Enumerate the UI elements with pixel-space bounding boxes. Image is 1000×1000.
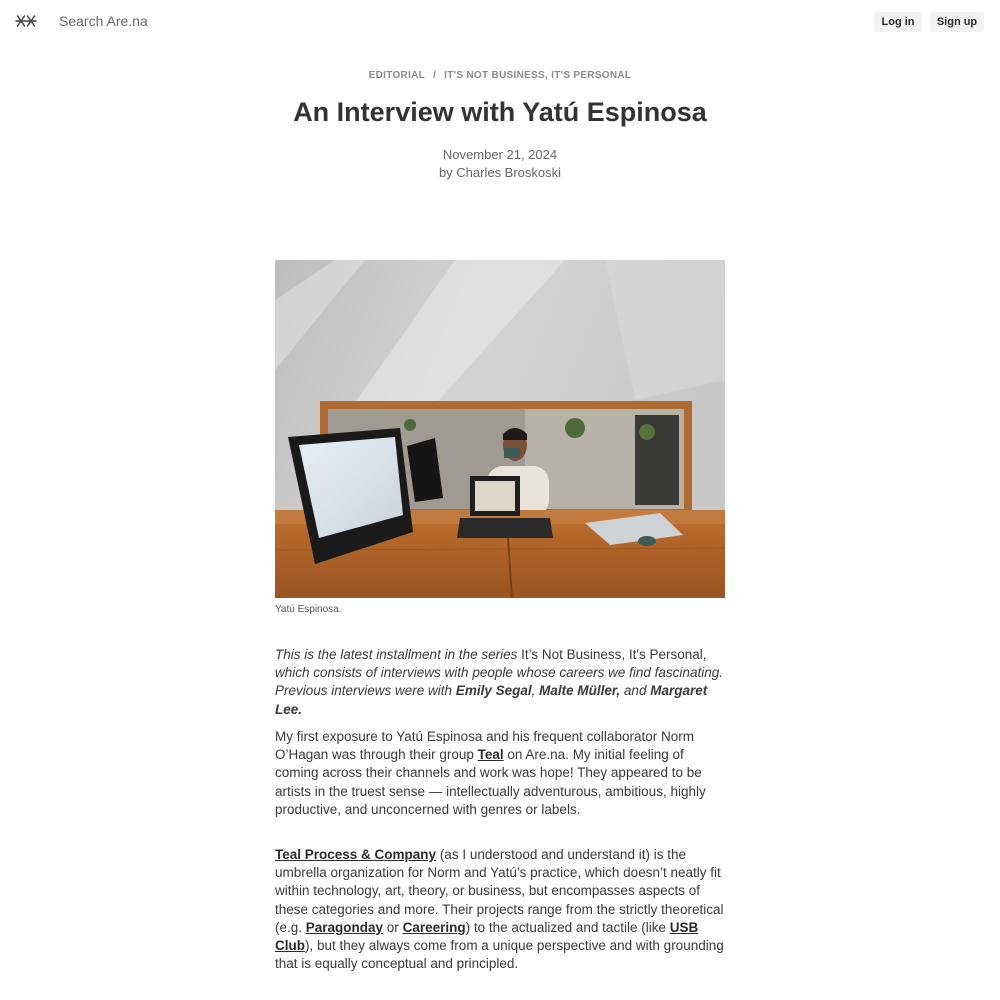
photo-of-desk-mirror [275, 260, 725, 598]
paragraph-text: My first exposure to Yatú Espinosa and his frequent collaborator Norm O’Hagan was through their group [275, 729, 694, 763]
link-usb-club[interactable]: USB Club [275, 919, 699, 954]
link-paragonday[interactable]: Paragonday [305, 919, 384, 935]
breadcrumb-editorial[interactable]: EDITORIAL [368, 70, 426, 81]
article-paragraph [275, 846, 727, 973]
signup-button[interactable]: Sign up [930, 12, 984, 32]
intro-separator: and [620, 683, 651, 699]
article-date: November 21, 2024 [442, 147, 558, 162]
intro-separator: , [531, 683, 540, 699]
article-paragraph [275, 728, 727, 819]
arena-asterisks-icon[interactable] [14, 11, 38, 31]
paragraph-text: ) to the actualized and tactile (like [465, 919, 670, 935]
paragraph-text: on Are.na. My initial feeling of coming across their channels and work was hope! They appeared to be artists in the truest sense — intellectually adventurous, ambitious, highly productive, and unconcerned with genres or labels. [275, 747, 706, 817]
link-teal[interactable]: Teal [477, 747, 504, 763]
link-teal-process-company[interactable]: Teal Process & Company [275, 847, 437, 862]
link-careering[interactable]: Careering [402, 919, 466, 935]
series-name: It’s Not Business, It's Personal, [521, 647, 707, 662]
breadcrumb-series[interactable]: IT'S NOT BUSINESS, IT'S PERSONAL [444, 70, 632, 81]
breadcrumb-separator: / [433, 70, 437, 81]
top-bar [0, 0, 1000, 42]
article-image [275, 260, 725, 598]
article-intro [275, 646, 727, 719]
search-input[interactable]: Search Are.na [59, 13, 148, 29]
article-byline: by Charles Broskoski [438, 165, 562, 180]
paragraph-text: (as I understood and understand it) is the umbrella organization for Norm and Yatú’s practice, which doesn’t neatly fit within technology, art, theory, or business, but encompasses aspects of these categories and more. Their projects range from the strictly theoretical (e.g. [275, 847, 724, 935]
paragraph-text: or [383, 919, 403, 935]
login-button[interactable]: Log in [874, 12, 922, 32]
interviewee-link[interactable]: Margaret Lee. [275, 683, 708, 717]
image-caption: Yatú Espinosa. [275, 604, 342, 615]
paragraph-text: ), but they always come from a unique perspective and with grounding that is equally conceptual and principled. [275, 938, 724, 972]
breadcrumb [0, 70, 1000, 81]
interviewee-link[interactable]: Malte Müller, [539, 683, 621, 699]
interviewee-link[interactable]: Emily Segal [455, 683, 532, 699]
intro-text: This is the latest installment in the series [275, 647, 522, 662]
article-title: An Interview with Yatú Espinosa [293, 97, 707, 127]
intro-text: which consists of interviews with people whose careers we find fascinating. Previous interviews were with [275, 665, 723, 699]
